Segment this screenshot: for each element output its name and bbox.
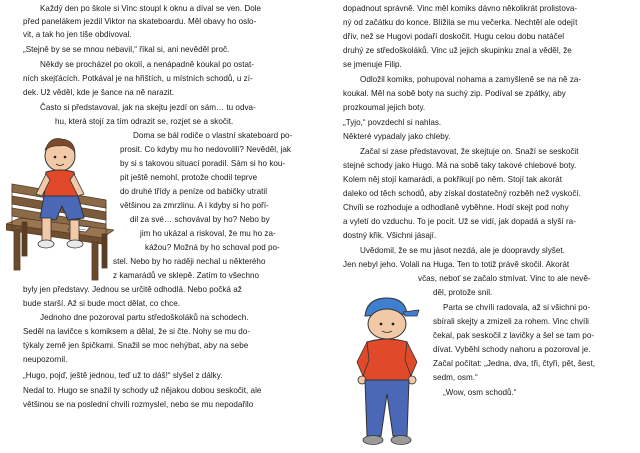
text-line: kážou? Možná by ho schoval pod po- <box>145 243 280 252</box>
text-line: do druhé třídy a peníze od babičky utratil <box>120 187 268 196</box>
text-line: Chvíli se rozhoduje a odhodlaně vyběhne. Hodí skejt pod nohy <box>343 203 569 212</box>
text-line: ních skejťácích. Potkával je na hřištích, u místních schodů, u zí- <box>23 74 253 83</box>
text-line: čekal, pak seskočil z lavičky a šel se tam po- <box>433 331 595 340</box>
text-line: před panelákem jezdil Viktor na skateboardu. Měl obavy ho oslo- <box>23 17 257 26</box>
text-line: Začal si zase představovat, že skejtuje on. Snaží se seskočit <box>360 147 579 156</box>
text-line: sbírali skejty a zmizeli za rohem. Vinc chvíli <box>433 317 589 326</box>
text-line: Jen nebyl jeho. Volali na Huga. Ten to totiž právě skočil. Akorát <box>343 260 570 269</box>
text-line: Každý den po škole si Vinc stoupl k oknu a díval se ven. Dole <box>40 4 262 13</box>
text-line: byly jen představy. Jednou se určitě odhodlá. Nebo počká až <box>23 285 242 294</box>
text-line: pit ještě nemohl, protože chodil teprve <box>120 173 258 182</box>
text-line: stejné schody jako Hugo. Má na sobě taky takové chlebové boty. <box>343 161 577 170</box>
text-line: včas, neboť se začalo stmívat. Vinc to ale nevě- <box>418 274 591 283</box>
text-line: Uvědomil, že se mu jásot nezdá, ale je doopravdy slyšet. <box>360 246 565 255</box>
text-line: druhý ze středoškoláků. Vinc už jejich skupinku znal a věděl, že <box>343 46 572 55</box>
text-line: stel. Nebo by ho raději nechal u některého <box>113 257 266 266</box>
text-line: Doma se bál rodiče o vlastní skateboard po- <box>133 131 293 140</box>
text-line: se jmenuje Filip. <box>343 60 402 69</box>
text-line: vit, a tak ho jen tiše obdivoval. <box>23 30 132 39</box>
text-line: většinou se na poslední chvíli rozmyslel, nebo se mu nepodařilo <box>23 400 254 409</box>
text-line: „Hugo, pojď, ještě jednou, teď už to dáš!“ slyšel z dálky. <box>23 371 223 380</box>
text-line: týkaly země jen špičkami. Snažil se moc nehýbat, aby na sebe <box>23 341 249 350</box>
text-line: prosit. Co kdyby mu ho nedovolili? Nevěděl, jak <box>120 145 291 154</box>
text-line: Jednoho dne pozoroval partu středoškoláků na schodech. <box>40 313 249 322</box>
text-line: dil za své… schovával by ho? Nebo by <box>130 215 270 224</box>
text-line: ný od začátku do konce. Blížila se mu večerka. Nechtěl ale odejít <box>343 18 578 27</box>
text-line: prozkoumal jejich boty. <box>343 103 426 112</box>
text-line: „Tyjo,“ povzdechl si nahlas. <box>343 118 442 127</box>
text-line: Některé vypadaly jako chleby. <box>343 132 451 141</box>
text-line: „Stejně by se se mnou nebavil,“ říkal si, ani nevěděl proč. <box>23 45 230 54</box>
boy-on-bench-illustration <box>6 126 114 286</box>
text-line: daleko od těch schodů, aby získal dostatečný rozběh než vyskočí. <box>343 189 581 198</box>
text-line: bude starší. Až si bude moct dělat, co chce. <box>23 299 180 308</box>
text-line: dřív, než se Hugovi podaří doskočit. Hugu celou dobu natáčel <box>343 32 565 41</box>
text-line: neupozornil. <box>23 355 68 364</box>
text-line: většinou za zmrzlinu. A i kdyby si ho poří- <box>120 201 269 210</box>
standing-boy-illustration <box>347 290 427 450</box>
text-line: z kamarádů ve sklepě. Zatím to všechno <box>113 271 260 280</box>
text-line: hu, která stojí za tím odrazit se, rozjet se a skočit. <box>55 117 234 126</box>
text-line: Kolem něj stojí kamarádi, a pokřikují po něm. Stojí tak akorát <box>343 175 562 184</box>
text-line: Začal počítat: „Jedna, dva, tři, čtyři, pět, šest, <box>433 359 596 368</box>
text-line: dívat. Vyběhl schody nahoru a pozoroval je. <box>433 345 591 354</box>
text-line: koukal. Měl na sobě boty na suchý zip. Podíval se zpátky, aby <box>343 89 566 98</box>
right-page <box>320 0 640 453</box>
text-line: Seděl na lavičce s komiksem a dělal, že si čte. Nohy se mu do- <box>23 327 251 336</box>
boy-figure <box>357 298 419 445</box>
text-line: „Wow, osm schodů.“ <box>443 388 517 397</box>
text-line: jim ho ukázal a riskoval, že mu ho za- <box>140 229 276 238</box>
text-line: děl, protože snil. <box>433 288 493 297</box>
text-line: dek. Už věděl, kde je šance na ně narazit. <box>23 88 175 97</box>
text-line: Často si představoval, jak na skejtu jezdí on sám… tu odva- <box>40 103 256 112</box>
text-line: Někdy se procházel po okolí, a nenápadně koukal po ostat- <box>40 60 254 69</box>
text-line: dopadnout správně. Vinc měl komiks dávno několikrát prolistova- <box>343 4 578 13</box>
text-line: sedm, osm.“ <box>433 373 478 382</box>
text-line: Nedal to. Hugo se snažil ty schody už nějakou dobou seskočit, ale <box>23 386 262 395</box>
text-line: Parta se chvíli radovala, až si všichni po- <box>443 303 591 312</box>
text-line: Odložil komiks, pohupoval nohama a zamyšleně se na ně za- <box>360 75 582 84</box>
text-line: by si s takovou situací poradil. Sám si ho kou- <box>120 159 286 168</box>
text-line: a vyletí do vzduchu. To je pocit. Už se vidí, jak dopadá a slyší ra- <box>343 217 576 226</box>
text-line: dostný křik. Všichni jásají. <box>343 231 437 240</box>
